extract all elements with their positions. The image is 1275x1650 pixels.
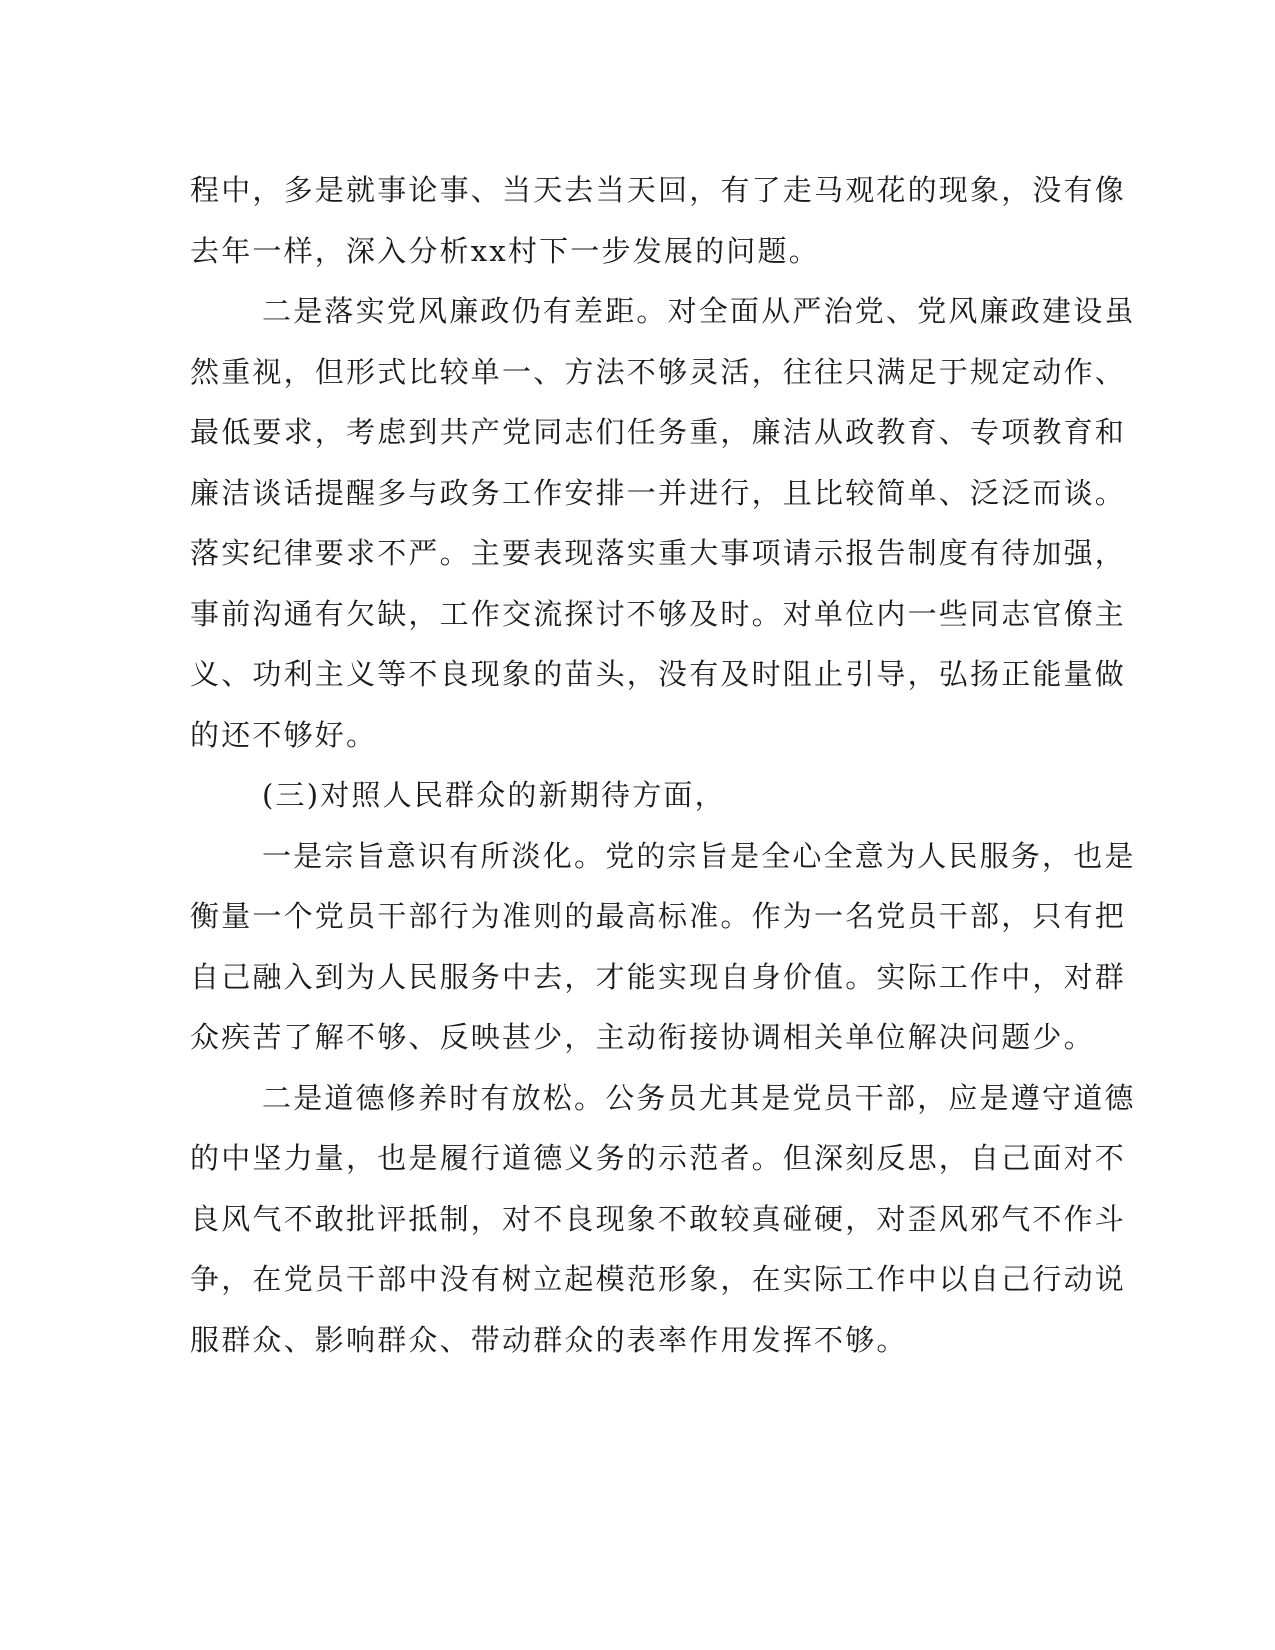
text-line: 最低要求，考虑到共产党同志们任务重，廉洁从政教育、专项教育和 (190, 415, 1127, 449)
text-line: 落实纪律要求不严。主要表现落实重大事项请示报告制度有待加强， (190, 536, 1127, 570)
paragraph-start-line: 二是道德修养时有放松。公务员尤其是党员干部，应是遵守道德 (262, 1080, 1136, 1115)
text-line: 程中，多是就事论事、当天去当天回，有了走马观花的现象，没有像 (190, 173, 1127, 207)
text-line: 然重视，但形式比较单一、方法不够灵活，往往只满足于规定动作、 (190, 354, 1127, 389)
text-line: 自己融入到为人民服务中去，才能实现自身价值。实际工作中，对群 (190, 959, 1127, 994)
section-heading: (三)对照人民群众的新期待方面， (262, 778, 726, 812)
text-line: 事前沟通有欠缺，工作交流探讨不够及时。对单位内一些同志官僚主 (190, 596, 1127, 631)
paragraph-start-line: 一是宗旨意识有所淡化。党的宗旨是全心全意为人民服务，也是 (262, 838, 1136, 873)
text-line: 义、功利主义等不良现象的苗头，没有及时阻止引导，弘扬正能量做 (190, 657, 1127, 691)
paragraph-start-line: 二是落实党风廉政仍有差距。对全面从严治党、党风廉政建设虽 (262, 294, 1136, 328)
text-line: 的还不够好。 (190, 717, 378, 752)
document-body (190, 160, 1136, 1370)
text-line: 衡量一个党员干部行为准则的最高标准。作为一名党员干部，只有把 (190, 899, 1127, 933)
text-line: 良风气不敢批评抵制，对不良现象不敢较真碰硬，对歪风邪气不作斗 (190, 1201, 1127, 1236)
text-line: 争，在党员干部中没有树立起模范形象，在实际工作中以自己行动说 (190, 1262, 1127, 1296)
text-line: 众疾苦了解不够、反映甚少，主动衔接协调相关单位解决问题少。 (190, 1020, 1095, 1054)
text-line: 的中坚力量，也是履行道德义务的示范者。但深刻反思，自己面对不 (190, 1141, 1127, 1175)
text-line: 去年一样，深入分析xx村下一步发展的问题。 (190, 233, 820, 268)
text-line: 廉洁谈话提醒多与政务工作安排一并进行，且比较简单、泛泛而谈。 (190, 475, 1127, 510)
text-line: 服群众、影响群众、带动群众的表率作用发挥不够。 (190, 1322, 908, 1357)
